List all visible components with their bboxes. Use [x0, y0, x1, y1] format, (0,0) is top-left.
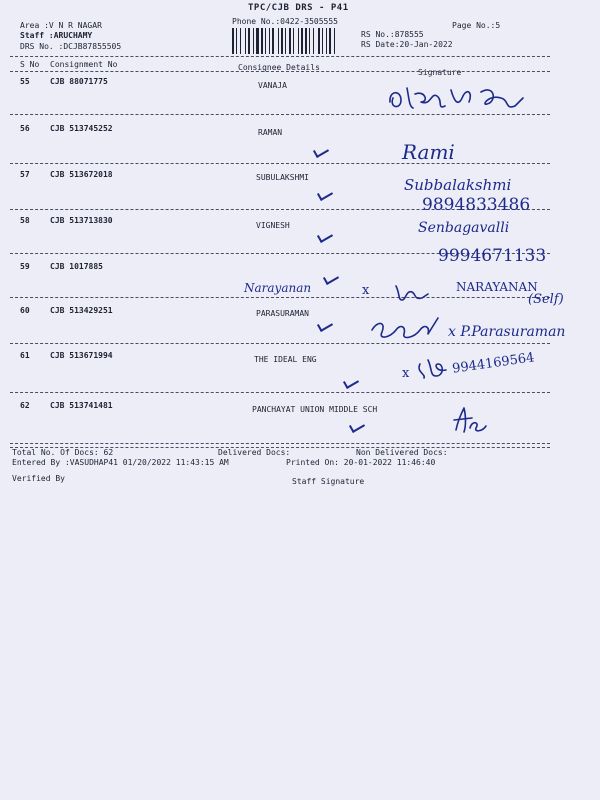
handwriting-parasuraman: x P.Parasuraman [448, 324, 566, 340]
barcode [230, 28, 354, 54]
document-title: TPC/CJB DRS - P41 [248, 3, 349, 13]
handwriting-phone-2: 9994671133 [438, 246, 547, 266]
area-label: Area :V N R NAGAR [20, 21, 102, 30]
row-consignee: SUBULAKSHMI [256, 173, 309, 182]
row-consignment: CJB 513713830 [50, 216, 113, 225]
row-sno: 56 [20, 124, 30, 133]
handwriting-x: x [362, 283, 370, 298]
column-rule [10, 71, 550, 72]
non-delivered-docs: Non Delivered Docs: [356, 448, 448, 457]
page-number: Page No.:5 [452, 21, 501, 30]
row-rule [10, 297, 550, 298]
col-sno: S No [20, 60, 40, 69]
delivery-tick [323, 271, 339, 285]
row-sno: 60 [20, 306, 30, 315]
row-consignee: THE IDEAL ENG [254, 355, 317, 364]
delivery-tick [317, 318, 333, 332]
handwriting-phone-1: 9894833486 [422, 195, 531, 215]
delivery-tick [317, 229, 333, 243]
row-rule [10, 392, 550, 393]
rs-date: RS Date:20-Jan-2022 [361, 40, 453, 49]
handwriting-phone-3: 9944169564 [451, 350, 536, 377]
handwriting-x-2: x [402, 366, 410, 381]
staff-signature: Staff Signature [292, 477, 365, 486]
row-consignment: CJB 1017885 [50, 262, 103, 271]
row-rule [10, 443, 550, 444]
row-sno: 57 [20, 170, 30, 179]
handwriting-rami: Rami [402, 140, 455, 164]
total-docs: Total No. Of Docs: 62 [12, 448, 114, 457]
col-signature: Signature [418, 68, 462, 77]
delivered-docs: Delivered Docs: [218, 448, 291, 457]
handwriting-narayanan: Narayanan [244, 281, 312, 295]
col-consignment: Consignment No [50, 60, 118, 69]
handwriting-senbagavalli: Senbagavalli [418, 220, 510, 236]
row-consignee: PANCHAYAT UNION MIDDLE SCH [252, 405, 378, 414]
header-rule [10, 56, 550, 57]
col-consignee: Consignee Details [238, 63, 320, 72]
delivery-tick [317, 187, 333, 201]
delivery-tick [313, 144, 329, 158]
row-consignment: CJB 513745252 [50, 124, 113, 133]
signature-panchayat [448, 404, 488, 434]
entered-by: Entered By :VASUDHAP41 01/20/2022 11:43:15 AM [12, 458, 229, 467]
row-sno: 61 [20, 351, 30, 360]
row-consignment: CJB 88071775 [50, 77, 108, 86]
rs-number: RS No.:878555 [361, 30, 424, 39]
printed-on: Printed On: 20-01-2022 11:46:40 [286, 458, 436, 467]
delivery-tick [349, 419, 365, 433]
row-consignment: CJB 513672018 [50, 170, 113, 179]
row-rule [10, 343, 550, 344]
row-consignment: CJB 513671994 [50, 351, 113, 360]
verified-by: Verified By [12, 474, 65, 483]
phone-number: Phone No.:0422-3505555 [232, 17, 338, 26]
handwriting-narayanan-name: NARAYANAN [456, 280, 538, 294]
row-sno: 62 [20, 401, 30, 410]
handwriting-subbalakshmi: Subbalakshmi [404, 176, 512, 194]
row-sno: 58 [20, 216, 30, 225]
staff-name: Staff :ARUCHAMY [20, 31, 93, 40]
row-consignment: CJB 513741481 [50, 401, 113, 410]
row-consignee: VANAJA [258, 81, 287, 90]
row-sno: 55 [20, 77, 30, 86]
signature-ideal-eng [414, 356, 454, 382]
row-rule [10, 163, 550, 164]
row-sno: 59 [20, 262, 30, 271]
row-consignment: CJB 513429251 [50, 306, 113, 315]
row-consignee: RAMAN [258, 128, 283, 137]
signature-vanaja [385, 80, 535, 118]
row-consignee: VIGNESH [256, 221, 290, 230]
row-consignee: PARASURAMAN [256, 309, 309, 318]
drs-number: DRS No. :DCJB87855505 [20, 42, 122, 51]
signature-parasuraman [368, 312, 448, 342]
handwriting-self: (Self) [528, 292, 564, 307]
signature-narayanan-initial [392, 282, 432, 304]
delivery-tick [343, 375, 359, 389]
